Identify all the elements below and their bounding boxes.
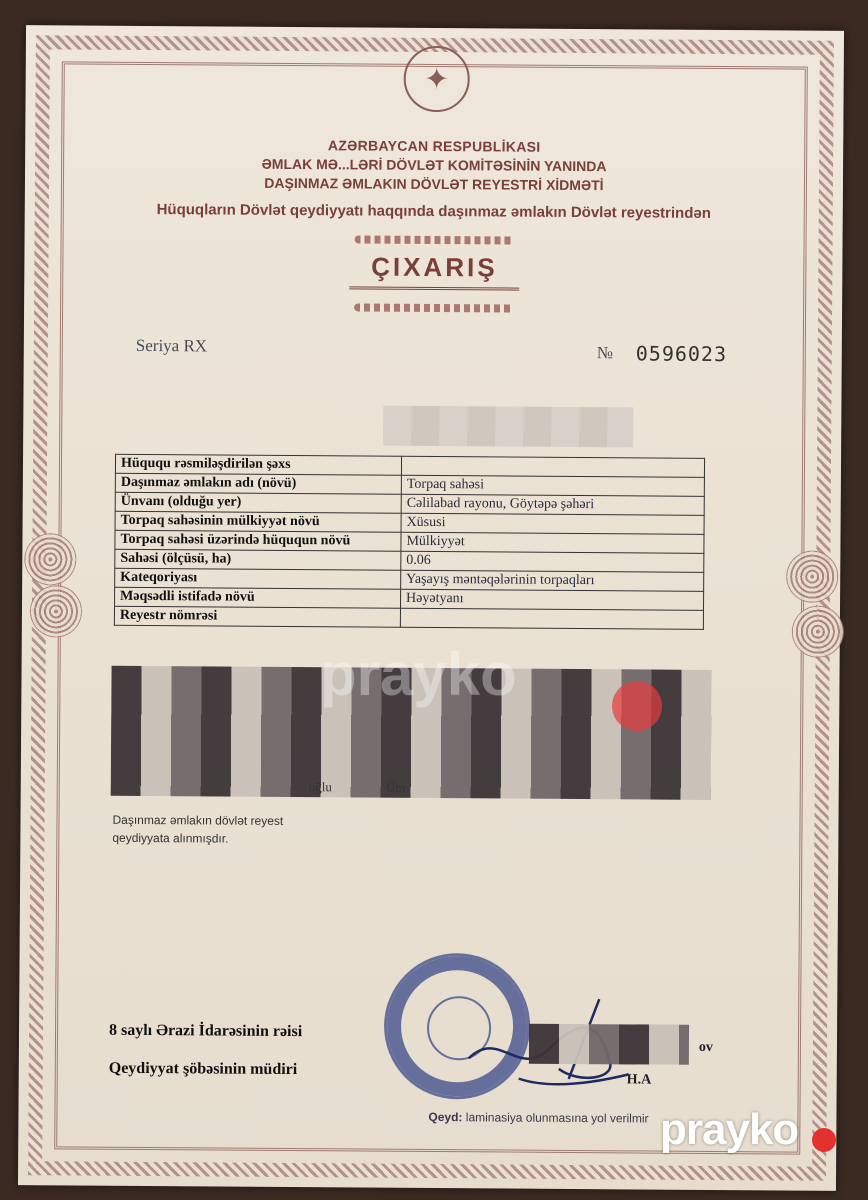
registry-table bbox=[114, 454, 705, 630]
note-line bbox=[428, 1110, 648, 1126]
redacted-area bbox=[383, 406, 633, 448]
fragment-oglu: oğlu bbox=[308, 779, 332, 795]
ornament-bottom bbox=[354, 303, 514, 312]
field-value: Cəlilabad rayonu, Göytəpə şəhəri bbox=[401, 494, 704, 515]
field-value: Yaşayış məntəqələrinin torpaqları bbox=[401, 570, 704, 591]
registration-text bbox=[112, 811, 283, 848]
watermark-text: prayko bbox=[320, 641, 517, 708]
note-label: Qeyd: bbox=[428, 1109, 463, 1125]
state-emblem-icon: ✦ bbox=[403, 46, 469, 112]
field-label: Daşınmaz əmlakın adı (növü) bbox=[115, 473, 401, 494]
ornament-top bbox=[355, 235, 515, 244]
field-label: Reyestr nömrəsi bbox=[114, 606, 400, 627]
prayko-logo: prayko bbox=[660, 1105, 799, 1154]
note-text: laminasiya olunmasına yol verilmir bbox=[465, 1110, 649, 1126]
signature-initials: H.A bbox=[626, 1072, 652, 1088]
document-title: ÇIXARIŞ bbox=[349, 251, 519, 290]
field-label: Torpaq sahəsi üzərində hüququn növü bbox=[115, 530, 401, 551]
field-label: Məqsədli istifadə növü bbox=[115, 587, 401, 608]
field-value: Xüsusi bbox=[401, 513, 704, 534]
field-value bbox=[400, 608, 703, 629]
signature-title-1: 8 saylı Ərazi İdarəsinin rəisi bbox=[108, 1021, 303, 1041]
field-value: Mülkiyyət bbox=[401, 532, 704, 553]
field-label: Hüququ rəsmiləşdirilən şəxs bbox=[115, 454, 401, 475]
registration-line-2: qeydiyyata alınmışdır. bbox=[112, 830, 229, 846]
field-label: Ünvanı (olduğu yer) bbox=[115, 492, 401, 513]
field-label: Sahəsi (ölçüsü, ha) bbox=[115, 549, 401, 570]
rosette-left-2 bbox=[30, 585, 82, 637]
signature-suffix: ov bbox=[698, 1039, 713, 1055]
rosette-right-2 bbox=[792, 606, 844, 658]
header-line-3: DAŞINMAZ ƏMLAKIN DÖVLƏT REYESTRİ XİDMƏTİ bbox=[264, 174, 604, 194]
watermark-dot bbox=[612, 681, 662, 731]
field-value bbox=[401, 456, 704, 477]
registration-line-1: Daşınmaz əmlakın dövlət reyest bbox=[112, 812, 284, 828]
rosette-right-1 bbox=[786, 550, 838, 602]
field-label: Torpaq sahəsinin mülkiyyət növü bbox=[115, 511, 401, 532]
field-value: Torpaq sahəsi bbox=[401, 475, 704, 496]
redacted-name bbox=[529, 1024, 689, 1065]
field-value: 0.06 bbox=[401, 551, 704, 572]
header-line-1: AZƏRBAYCAN RESPUBLİKASI bbox=[327, 137, 541, 155]
rosette-left-1 bbox=[24, 533, 76, 585]
header-line-4: Hüquqların Dövlət qeydiyyatı haqqında daşınmaz əmlakın Dövlət reyestrindən bbox=[156, 201, 711, 222]
signature-title-2: Qeydiyyat şöbəsinin müdiri bbox=[108, 1059, 298, 1079]
field-value: Həyətyanı bbox=[400, 589, 703, 610]
table-row bbox=[114, 606, 703, 629]
field-label: Kateqoriyası bbox=[115, 568, 401, 589]
certificate-document bbox=[18, 25, 844, 1191]
series-label: Seriya RX bbox=[135, 335, 208, 356]
prayko-logo-dot bbox=[812, 1128, 836, 1152]
fragment-um: Üm bbox=[385, 779, 406, 795]
document-number: 0596023 bbox=[635, 341, 728, 367]
number-sign: № bbox=[596, 343, 614, 363]
header-line-2: ƏMLAK MƏ...LƏRİ DÖVLƏT KOMİTƏSİNİN YANINDA bbox=[261, 155, 607, 175]
